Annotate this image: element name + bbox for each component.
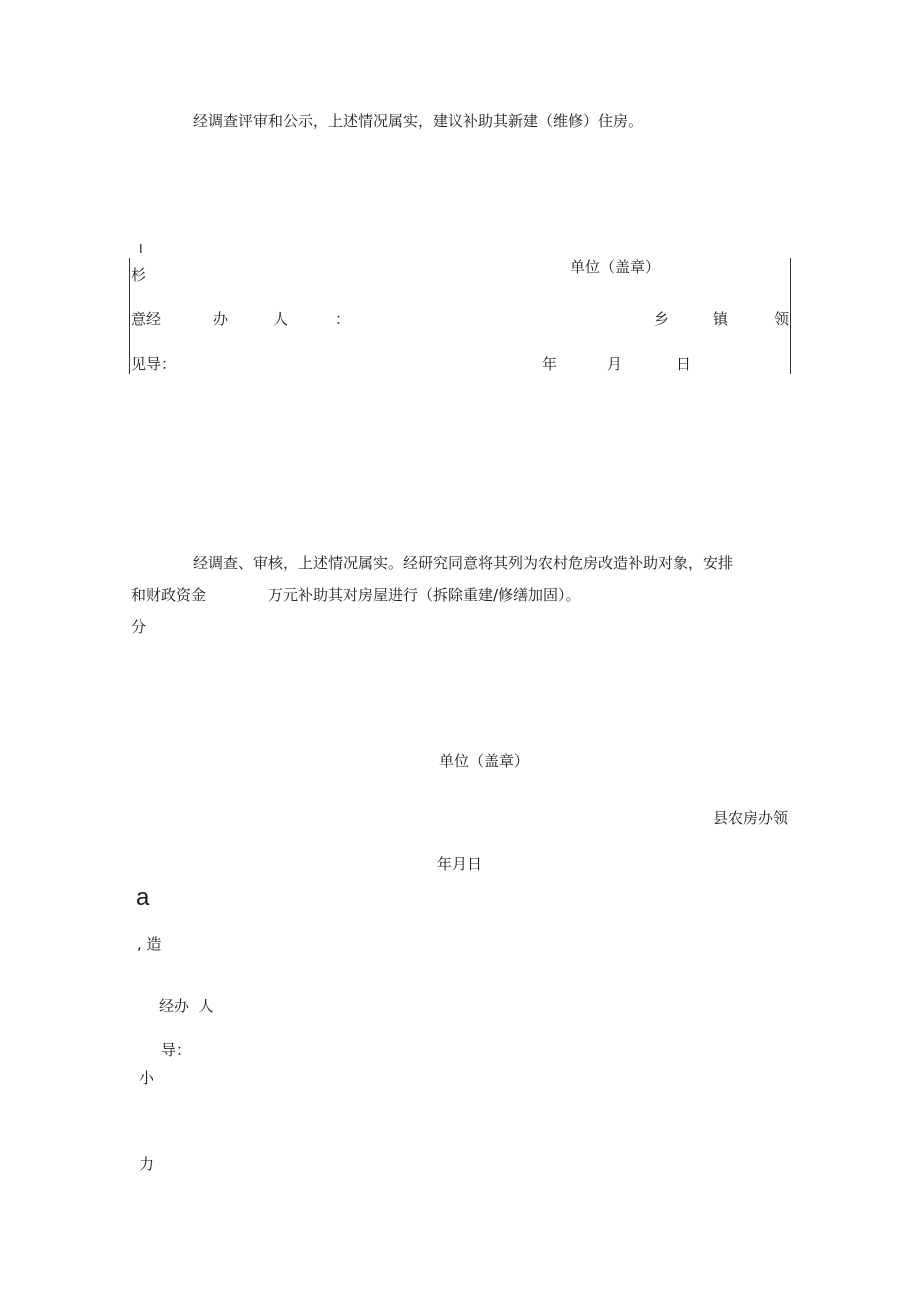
unit-seal-label: 单位（盖章） [570, 258, 661, 276]
handler-colon: ： [335, 310, 351, 328]
side-label-1: 杉 [131, 266, 147, 284]
date-day: 日 [676, 355, 692, 373]
county-office-leader: 县农房办领 [713, 809, 789, 827]
town-label-1: 乡 [654, 310, 670, 328]
box-left-border [129, 258, 130, 374]
guide-label: 导： [161, 1041, 192, 1059]
recommendation-paragraph: 经调查评审和公示，上述情况属实，建议补助其新建（维修）住房。 [193, 112, 644, 130]
li-char: 力 [139, 1155, 155, 1173]
handler-label-3: 经办 人 [159, 997, 214, 1015]
town-label-2: 镇 [713, 310, 729, 328]
letter-a: a [136, 884, 150, 911]
mark-i: I [139, 242, 143, 256]
approval-paragraph-line2a: 和财政资金 [131, 586, 207, 604]
box-right-border [790, 258, 791, 374]
small-char: 小 [139, 1069, 155, 1087]
handler-label: 办 [213, 310, 229, 328]
date-line: 年月日 [437, 855, 483, 873]
approval-paragraph-line3: 分 [131, 618, 147, 636]
approval-paragraph-line2b: 万元补助其对房屋进行（拆除重建/修缮加固）。 [268, 586, 581, 604]
handler-label-2: 人 [273, 310, 289, 328]
side-label-2: 意经 [131, 310, 162, 328]
side-label-3: 见导： [131, 355, 177, 373]
date-year: 年 [542, 355, 558, 373]
date-month: 月 [607, 355, 623, 373]
unit-seal-label-2: 单位（盖章） [439, 752, 530, 770]
approval-paragraph-line1: 经调查、审核，上述情况属实。经研究同意将其列为农村危房改造补助对象，安排 [193, 554, 734, 572]
fragment-zao: , 造 [137, 935, 162, 953]
town-label-3: 领 [774, 310, 790, 328]
